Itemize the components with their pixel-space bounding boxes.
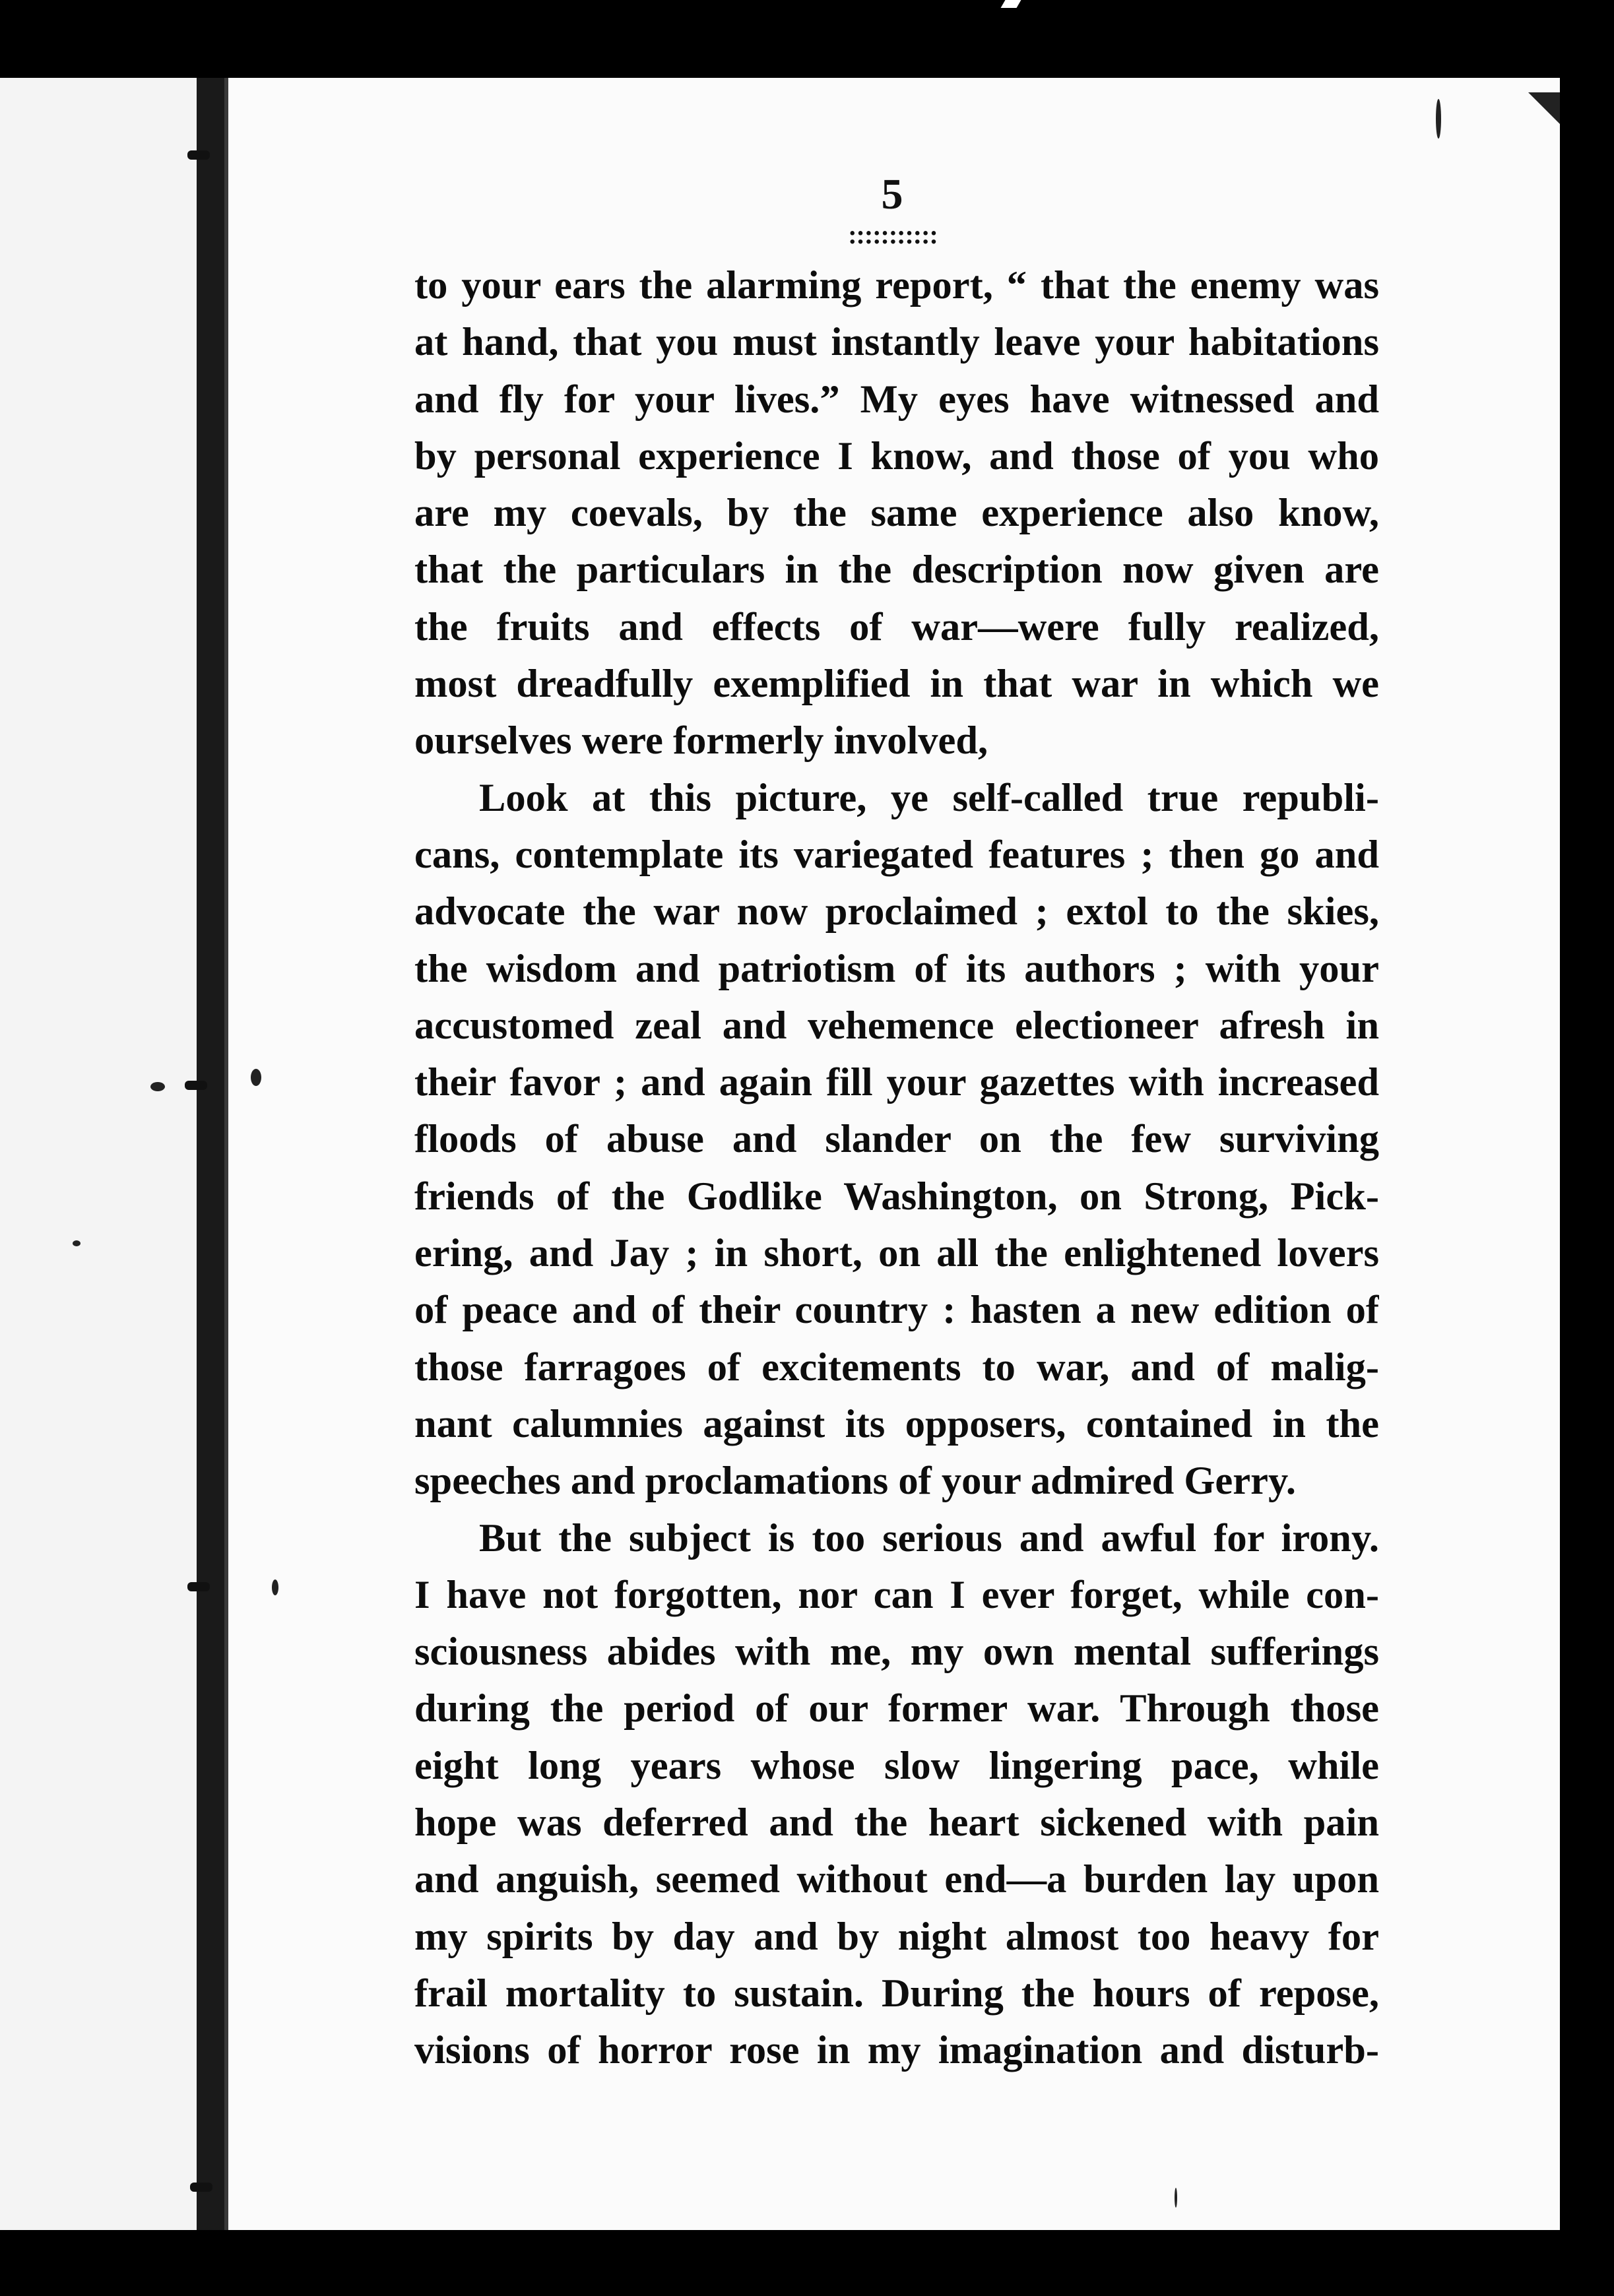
paragraph-start-line: Look at this picture, ye self-called true republi- (479, 775, 1379, 820)
text-line: my spirits by day and by night almost too heavy for (414, 1914, 1379, 1959)
binding-stitch (190, 2183, 212, 2192)
scan-speck (73, 1240, 81, 1246)
body-text (414, 257, 1379, 2080)
binding-stitch (185, 1081, 207, 1090)
text-line: their favor ; and again fill your gazettes with increased (414, 1060, 1379, 1105)
paragraph-end-line: ourselves were formerly involved, (414, 718, 988, 763)
binding-stitch (187, 1582, 210, 1591)
text-line: cans, contemplate its variegated features ; then go and (414, 832, 1379, 877)
scan-speck (272, 1579, 278, 1595)
text-line: frail mortality to sustain. During the hours of repose, (414, 1971, 1379, 2016)
text-line: advocate the war now proclaimed ; extol to the skies, (414, 889, 1379, 934)
text-line: of peace and of their country : hasten a new edition of (414, 1288, 1379, 1333)
scan-speck (1175, 2188, 1177, 2208)
text-line: during the period of our former war. Through those (414, 1686, 1379, 1731)
text-line: that the particulars in the description now given are (414, 548, 1379, 592)
text-line: visions of horror rose in my imagination and disturb- (414, 2028, 1379, 2073)
text-line: sciousness abides with me, my own mental sufferings (414, 1630, 1379, 1674)
binding-gutter (197, 78, 228, 2230)
paragraph-start-line: But the subject is too serious and awful for irony. (479, 1515, 1379, 1560)
binding-stitch (187, 150, 210, 160)
text-line: to your ears the alarming report, “ that the enemy was (414, 263, 1379, 307)
scan-top-border (0, 0, 1614, 78)
text-line: friends of the Godlike Washington, on Strong, Pick- (414, 1174, 1379, 1219)
text-line: ering, and Jay ; in short, on all the enlightened lovers (414, 1231, 1379, 1276)
page-corner-fold (1528, 92, 1560, 124)
text-line: most dreadfully exemplified in that war in which we (414, 662, 1379, 707)
page-number: 5 (881, 170, 903, 218)
text-line: the fruits and effects of war—were fully realized, (414, 604, 1379, 649)
text-line: accustomed zeal and vehemence electioneer afresh in (414, 1003, 1379, 1048)
text-line: those farragoes of excitements to war, and of malig- (414, 1345, 1379, 1389)
paragraph-end-line: speeches and proclamations of your admired Gerry. (414, 1459, 1297, 1504)
text-line: eight long years whose slow lingering pace, while (414, 1743, 1379, 1788)
text-line: floods of abuse and slander on the few surviving (414, 1117, 1379, 1162)
text-line: at hand, that you must instantly leave your habitations (414, 320, 1379, 365)
header-ornament: ::::::::::: (848, 220, 938, 249)
scan-bottom-border (0, 2230, 1614, 2296)
text-line: are my coevals, by the same experience also know, (414, 491, 1379, 536)
scan-speck (150, 1082, 165, 1091)
text-line: the wisdom and patriotism of its authors ; with your (414, 946, 1379, 991)
text-line: and anguish, seemed without end—a burden lay upon (414, 1857, 1379, 1902)
scan-speck (1436, 99, 1441, 139)
text-line: I have not forgotten, nor can I ever forget, while con- (414, 1572, 1379, 1617)
facing-page-edge (0, 78, 218, 2230)
text-line: nant calumnies against its opposers, contained in the (414, 1401, 1379, 1446)
text-line: hope was deferred and the heart sickened with pain (414, 1801, 1379, 1845)
scan-right-border (1560, 0, 1614, 2296)
text-line: by personal experience I know, and those of you who (414, 433, 1379, 478)
scan-speck (251, 1069, 261, 1086)
text-line: and fly for your lives.” My eyes have witnessed and (414, 377, 1379, 422)
